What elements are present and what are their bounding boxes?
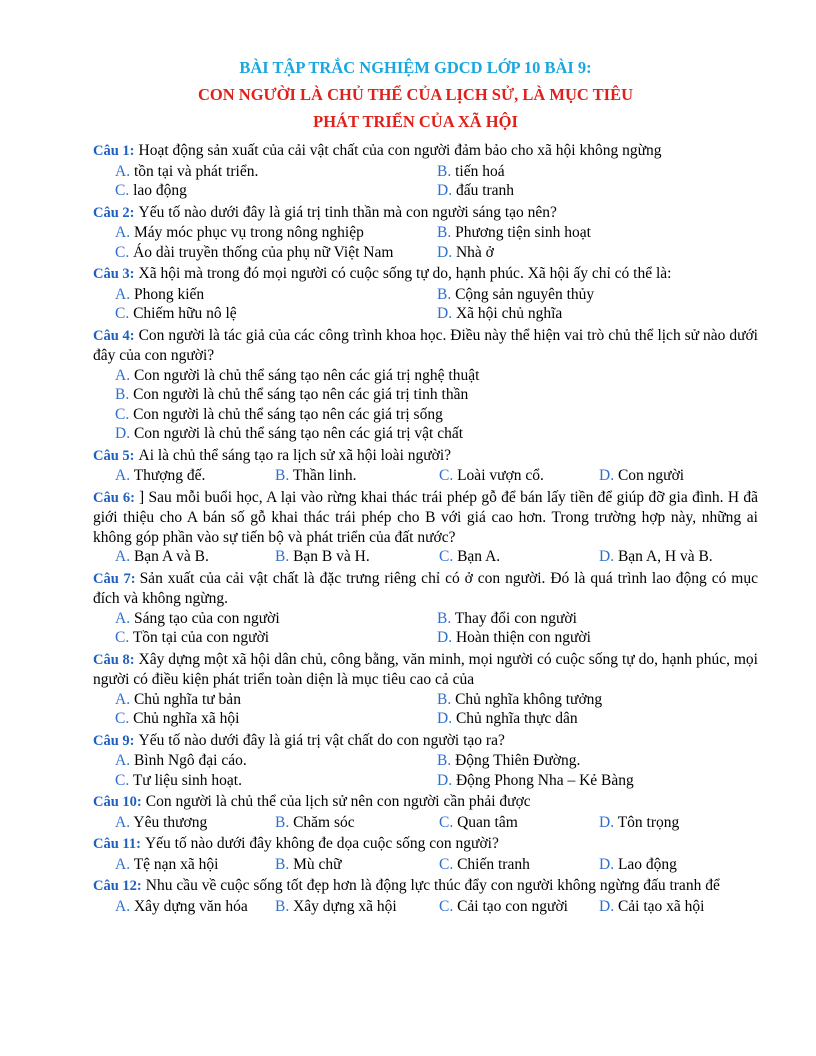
question-stem: Con người là chủ thể của lịch sử nên con người cần phải được: [145, 793, 531, 810]
answer-option-b[interactable]: [115, 385, 758, 405]
option-letter: B.: [275, 813, 290, 831]
option-letter: B.: [275, 897, 290, 915]
answer-options: [115, 466, 758, 486]
option-text: đấu tranh: [455, 182, 515, 199]
answer-option-c[interactable]: [115, 628, 437, 648]
answer-option-c[interactable]: [439, 855, 599, 875]
question-label: Câu 2:: [93, 204, 135, 221]
question-stem: Hoạt động sản xuất của cải vật chất của con người đảm bảo cho xã hội không ngừng: [138, 142, 662, 159]
option-letter: A.: [115, 548, 131, 565]
question-text: [93, 203, 758, 224]
question-5: [93, 446, 758, 486]
question-stem: Xã hội mà trong đó mọi người có cuộc sống tự do, hạnh phúc. Xã hội ấy chỉ có thể là:: [138, 265, 672, 282]
option-text: Thượng đế.: [133, 467, 206, 484]
question-stem: Nhu cầu về cuộc sống tốt đẹp hơn là động lực thúc đẩy con người không ngừng đấu tranh để: [145, 877, 720, 894]
question-label: Câu 6:: [93, 489, 135, 506]
option-letter: B.: [275, 855, 290, 873]
question-stem: Yếu tố nào dưới đây không đe dọa cuộc sống con người?: [144, 835, 499, 852]
answer-options: [115, 547, 758, 567]
question-text: [93, 876, 758, 897]
question-stem: Xây dựng một xã hội dân chủ, công bằng, văn minh, mọi người có cuộc sống tự do, hạnh phúc, mọi người có điều kiện phát triển toàn diện là mục tiêu cao cả của: [93, 650, 758, 688]
option-letter: A.: [115, 690, 131, 708]
answer-option-b[interactable]: [275, 855, 439, 875]
question-text: [93, 792, 758, 813]
question-label: Câu 7:: [93, 570, 136, 587]
option-letter: B.: [437, 224, 452, 241]
question-text: [93, 141, 758, 162]
answer-option-b[interactable]: [275, 897, 439, 917]
answer-options: [115, 855, 758, 875]
question-text: [93, 731, 758, 752]
option-text: Thay đổi con người: [454, 609, 577, 627]
option-text: Mù chữ: [293, 855, 342, 873]
answer-option-a[interactable]: [115, 813, 275, 833]
option-letter: D.: [599, 813, 615, 831]
answer-option-c[interactable]: [115, 709, 437, 729]
option-text: Bạn A và B.: [133, 548, 209, 565]
answer-options: [115, 690, 758, 729]
option-letter: D.: [437, 629, 453, 646]
option-letter: C.: [439, 548, 454, 565]
answer-option-c[interactable]: [115, 405, 758, 425]
option-letter: C.: [115, 771, 130, 789]
option-letter: C.: [115, 629, 130, 646]
option-text: Chủ nghĩa không tưởng: [455, 690, 603, 708]
answer-option-a[interactable]: [115, 223, 437, 243]
question-3: [93, 264, 758, 324]
option-text: Con người là chủ thể sáng tạo nên các giá trị tinh thần: [133, 386, 469, 403]
option-letter: A.: [115, 285, 131, 303]
option-text: Tư liệu sinh hoạt.: [132, 771, 242, 789]
option-text: Yêu thương: [133, 813, 208, 831]
question-text: [93, 569, 758, 609]
option-letter: C.: [115, 243, 130, 261]
option-text: Con người: [617, 467, 685, 484]
option-text: Bạn A, H và B.: [617, 548, 713, 565]
option-letter: A.: [115, 467, 131, 484]
option-letter: A.: [115, 813, 131, 831]
answer-option-d[interactable]: [437, 709, 758, 729]
option-text: Bình Ngô đại cáo.: [133, 752, 247, 769]
question-text: [93, 488, 758, 548]
answer-option-c[interactable]: [115, 243, 437, 263]
option-letter: C.: [115, 305, 130, 322]
answer-options: [115, 285, 758, 324]
question-stem: ] Sau mỗi buổi học, A lại vào rừng khai thác trái phép gỗ để bán lấy tiền để giúp đỡ gia đình. H đã giới thiệu cho A bán số gỗ khai thác trái phép cho B với giá cao hơn. Trong trường hợp này, những ai không góp phần vào sự tiến bộ và phát triển của đất nước?: [93, 488, 758, 546]
answer-options: [115, 751, 758, 790]
question-text: [93, 650, 758, 690]
answer-option-c[interactable]: [439, 897, 599, 917]
option-text: Tôn trọng: [617, 813, 680, 831]
option-letter: C.: [439, 855, 454, 873]
question-2: [93, 203, 758, 263]
document-subtitle-line-2: PHÁT TRIỂN CỦA XÃ HỘI: [313, 112, 518, 131]
option-letter: D.: [437, 710, 453, 727]
option-letter: C.: [115, 405, 130, 423]
option-text: Tệ nạn xã hội: [133, 855, 219, 873]
answer-option-d[interactable]: [115, 424, 758, 444]
question-label: Câu 1:: [93, 143, 135, 159]
answer-option-a[interactable]: [115, 609, 437, 629]
option-letter: A.: [115, 855, 131, 873]
option-letter: B.: [115, 386, 130, 403]
option-text: tiến hoá: [455, 162, 505, 180]
option-text: Động Thiên Đường.: [455, 752, 581, 769]
option-text: Xây dựng văn hóa: [133, 897, 248, 915]
option-letter: D.: [437, 243, 453, 261]
answer-option-b[interactable]: [437, 609, 758, 629]
question-text: [93, 264, 758, 285]
question-7: [93, 569, 758, 648]
answer-option-b[interactable]: [275, 466, 439, 486]
answer-option-a[interactable]: [115, 690, 437, 710]
question-12: [93, 876, 758, 916]
question-label: Câu 9:: [93, 732, 135, 749]
answer-option-c[interactable]: [439, 466, 599, 486]
answer-option-d[interactable]: [599, 466, 758, 486]
answer-option-c[interactable]: [439, 547, 599, 567]
option-text: Tồn tại của con người: [132, 629, 270, 646]
answer-option-b[interactable]: [437, 223, 758, 243]
question-label: Câu 5:: [93, 447, 135, 464]
option-text: Nhà ở: [455, 243, 494, 261]
answer-option-a[interactable]: [115, 547, 275, 567]
option-letter: C.: [439, 467, 454, 484]
answer-options: [115, 366, 758, 444]
option-text: Loài vượn cổ.: [457, 467, 544, 484]
answer-option-d[interactable]: [437, 771, 758, 791]
option-text: Chiến tranh: [457, 855, 530, 873]
option-text: Xã hội chủ nghĩa: [455, 305, 563, 322]
answer-option-c[interactable]: [115, 771, 437, 791]
question-text: [93, 326, 758, 366]
option-text: Lao động: [617, 855, 677, 873]
document-subtitle-line-1: CON NGƯỜI LÀ CHỦ THỂ CỦA LỊCH SỬ, LÀ MỤC TIÊU: [197, 85, 633, 104]
option-text: Chủ nghĩa tư bản: [133, 690, 241, 708]
answer-option-b[interactable]: [437, 285, 758, 305]
question-label: Câu 3:: [93, 266, 135, 282]
answer-options: [115, 162, 758, 201]
option-text: Chủ nghĩa xã hội: [133, 710, 240, 727]
option-text: Bạn A.: [457, 548, 501, 565]
answer-option-b[interactable]: [437, 751, 758, 771]
answer-option-d[interactable]: [437, 628, 758, 648]
answer-option-a[interactable]: [115, 466, 275, 486]
answer-option-a[interactable]: [115, 285, 437, 305]
option-letter: C.: [115, 710, 130, 727]
option-text: Xây dựng xã hội: [293, 897, 397, 915]
answer-option-d[interactable]: [437, 243, 758, 263]
option-text: Áo dài truyền thống của phụ nữ Việt Nam: [133, 243, 394, 261]
option-text: Thần linh.: [292, 467, 357, 484]
option-text: Chủ nghĩa thực dân: [455, 710, 578, 727]
answer-option-d[interactable]: [437, 181, 758, 201]
option-text: Phương tiện sinh hoạt: [455, 224, 591, 241]
question-label: Câu 4:: [93, 327, 135, 344]
answer-options: [115, 609, 758, 648]
option-text: Quan tâm: [457, 813, 518, 831]
answer-option-a[interactable]: [115, 751, 437, 771]
option-text: Phong kiến: [133, 285, 205, 303]
answer-option-c[interactable]: [439, 813, 599, 833]
option-text: Con người là chủ thể sáng tạo nên các giá trị sống: [133, 405, 443, 423]
option-letter: A.: [115, 752, 131, 769]
option-letter: D.: [437, 771, 453, 789]
question-9: [93, 731, 758, 791]
question-stem: Sản xuất của cải vật chất là đặc trưng riêng chỉ có ở con người. Đó là quá trình lao động có mục đích và không ngừng.: [93, 569, 758, 607]
answer-option-a[interactable]: [115, 897, 275, 917]
question-8: [93, 650, 758, 729]
question-text: [93, 834, 758, 855]
option-text: Con người là chủ thể sáng tạo nên các giá trị vật chất: [133, 425, 464, 442]
question-label: Câu 12:: [93, 878, 142, 894]
option-letter: D.: [437, 305, 453, 322]
option-letter: A.: [115, 366, 131, 384]
option-letter: C.: [115, 182, 130, 199]
question-label: Câu 8:: [93, 651, 135, 668]
question-text: [93, 446, 758, 467]
option-text: Sáng tạo của con người: [133, 609, 280, 627]
answer-option-b[interactable]: [437, 690, 758, 710]
option-text: Máy móc phục vụ trong nông nghiệp: [133, 224, 364, 241]
option-letter: D.: [599, 897, 615, 915]
answer-option-b[interactable]: [275, 813, 439, 833]
option-letter: D.: [437, 182, 453, 199]
option-letter: C.: [439, 813, 454, 831]
answer-option-d[interactable]: [599, 855, 758, 875]
answer-option-b[interactable]: [275, 547, 439, 567]
option-letter: B.: [437, 752, 452, 769]
answer-option-b[interactable]: [437, 162, 758, 182]
option-letter: A.: [115, 224, 131, 241]
option-letter: A.: [115, 897, 131, 915]
question-stem: Yếu tố nào dưới đây là giá trị tinh thần mà con người sáng tạo nên?: [138, 203, 557, 221]
answer-option-d[interactable]: [599, 547, 758, 567]
answer-option-d[interactable]: [599, 897, 758, 917]
option-text: Cải tạo xã hội: [617, 897, 705, 915]
answer-option-a[interactable]: [115, 855, 275, 875]
option-text: Động Phong Nha – Kẻ Bàng: [455, 771, 634, 789]
answer-option-d[interactable]: [437, 304, 758, 324]
question-stem: Yếu tố nào dưới đây là giá trị vật chất do con người tạo ra?: [138, 731, 505, 749]
question-label: Câu 10:: [93, 794, 142, 810]
option-text: Hoàn thiện con người: [455, 629, 591, 646]
answer-options: [115, 223, 758, 262]
option-letter: D.: [599, 548, 615, 565]
option-text: tồn tại và phát triển.: [133, 162, 259, 180]
option-letter: D.: [115, 425, 131, 442]
option-letter: C.: [439, 897, 454, 915]
answer-option-d[interactable]: [599, 813, 758, 833]
option-letter: A.: [115, 609, 131, 627]
option-letter: B.: [437, 609, 452, 627]
option-text: lao động: [133, 182, 187, 199]
option-letter: B.: [437, 285, 452, 303]
option-text: Bạn B và H.: [293, 548, 370, 565]
question-stem: Con người là tác giả của các công trình khoa học. Điều này thể hiện vai trò chủ thể lịch sử nào dưới đây của con người?: [93, 326, 758, 364]
answer-option-c[interactable]: [115, 304, 437, 324]
option-text: Con người là chủ thể sáng tạo nên các giá trị nghệ thuật: [133, 366, 480, 384]
answer-options: [115, 813, 758, 833]
option-text: Chiếm hữu nô lệ: [133, 305, 237, 322]
document-title: BÀI TẬP TRẮC NGHIỆM GDCD LỚP 10 BÀI 9:: [239, 58, 592, 77]
question-6: [93, 488, 758, 567]
option-letter: D.: [599, 467, 615, 484]
answer-option-c[interactable]: [115, 181, 437, 201]
option-text: Cộng sản nguyên thủy: [455, 285, 595, 303]
option-letter: D.: [599, 855, 615, 873]
question-1: [93, 141, 758, 201]
option-letter: B.: [437, 162, 452, 180]
option-letter: B.: [275, 548, 290, 565]
question-10: [93, 792, 758, 832]
option-text: Cải tạo con người: [457, 897, 568, 915]
question-label: Câu 11:: [93, 836, 141, 852]
option-text: Chăm sóc: [293, 813, 355, 831]
option-letter: A.: [115, 162, 131, 180]
answer-options: [115, 897, 758, 917]
question-4: [93, 326, 758, 444]
question-list: [93, 141, 758, 916]
option-letter: B.: [275, 467, 290, 484]
answer-option-a[interactable]: [115, 366, 758, 386]
question-11: [93, 834, 758, 874]
answer-option-a[interactable]: [115, 162, 437, 182]
question-stem: Ai là chủ thể sáng tạo ra lịch sử xã hội loài người?: [138, 446, 452, 464]
option-letter: B.: [437, 690, 452, 708]
